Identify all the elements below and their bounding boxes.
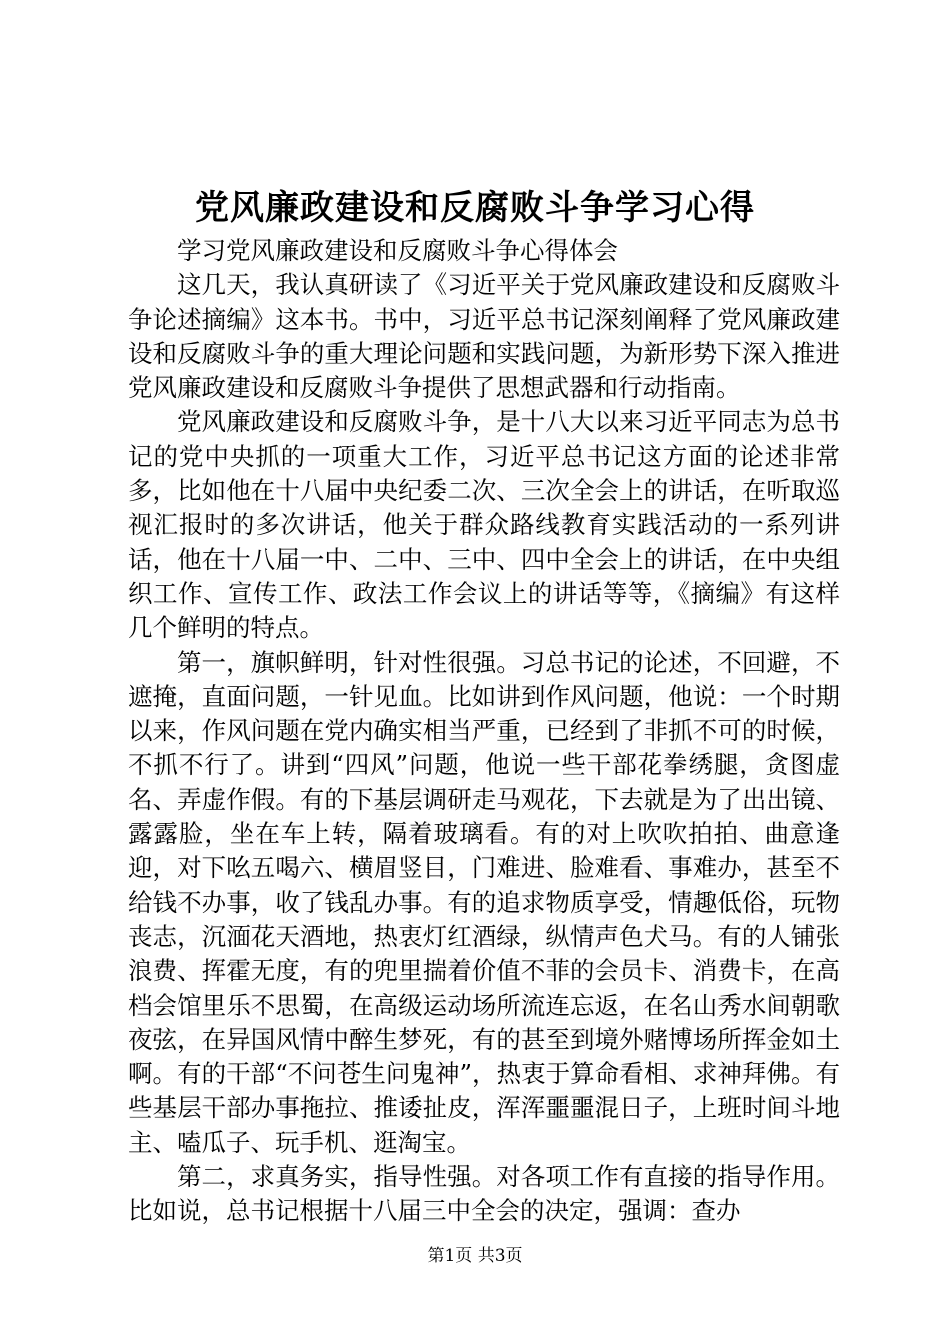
document-body [128,234,840,1229]
body-paragraph: 这几天，我认真研读了《习近平关于党风廉政建设和反腐败斗争论述摘编》这本书。书中，习近平总书记深刻阐释了党风廉政建设和反腐败斗争的重大理论问题和实践问题，为新形势下深入推进党风廉政建设和反腐败斗争提供了思想武器和行动指南。 [128,270,840,403]
body-paragraph: 第二，求真务实，指导性强。对各项工作有直接的指导作用。比如说，总书记根据十八届三中全会的决定，强调：查办 [128,1162,840,1226]
body-paragraph: 第一，旗帜鲜明，针对性很强。习总书记的论述，不回避，不遮掩，直面问题，一针见血。比如讲到作风问题，他说：一个时期以来，作风问题在党内确实相当严重，已经到了非抓不可的时候，不抓不行了。讲到“四风”问题，他说一些干部花拳绣腿，贪图虚名、弄虚作假。有的下基层调研走马观花，下去就是为了出出镜、露露脸，坐在车上转，隔着玻璃看。有的对上吹吹拍拍、曲意逢迎，对下吆五喝六、横眉竖目，门难进、脸难看、事难办，甚至不给钱不办事，收了钱乱办事。有的追求物质享受，情趣低俗，玩物丧志，沉湎花天酒地，热衷灯红酒绿，纵情声色犬马。有的人铺张浪费、挥霍无度，有的兜里揣着价值不菲的会员卡、消费卡，在高档会馆里乐不思蜀，在高级运动场所流连忘返，在名山秀水间朝歌夜弦，在异国风情中醉生梦死，有的甚至到境外赌博场所挥金如土啊。有的干部“不问苍生问鬼神”，热衷于算命看相、求神拜佛。有些基层干部办事拖拉、推诿扯皮，浑浑噩噩混日子，上班时间斗地主、嗑瓜子、玩手机、逛淘宝。 [128,647,840,1157]
body-paragraph: 党风廉政建设和反腐败斗争，是十八大以来习近平同志为总书记的党中央抓的一项重大工作，习近平总书记这方面的论述非常多，比如他在十八届中央纪委二次、三次全会上的讲话，在听取巡视汇报时的多次讲话，他关于群众路线教育实践活动的一系列讲话，他在十八届一中、二中、三中、四中全会上的讲话，在中央组织工作、宣传工作、政法工作会议上的讲话等等，《摘编》有这样几个鲜明的特点。 [128,407,840,643]
document-title: 党风廉政建设和反腐败斗争学习心得 [195,188,755,228]
subtitle-paragraph: 学习党风廉政建设和反腐败斗争心得体会 [177,236,618,265]
page-number-footer: 第1页 共3页 [427,1246,523,1266]
